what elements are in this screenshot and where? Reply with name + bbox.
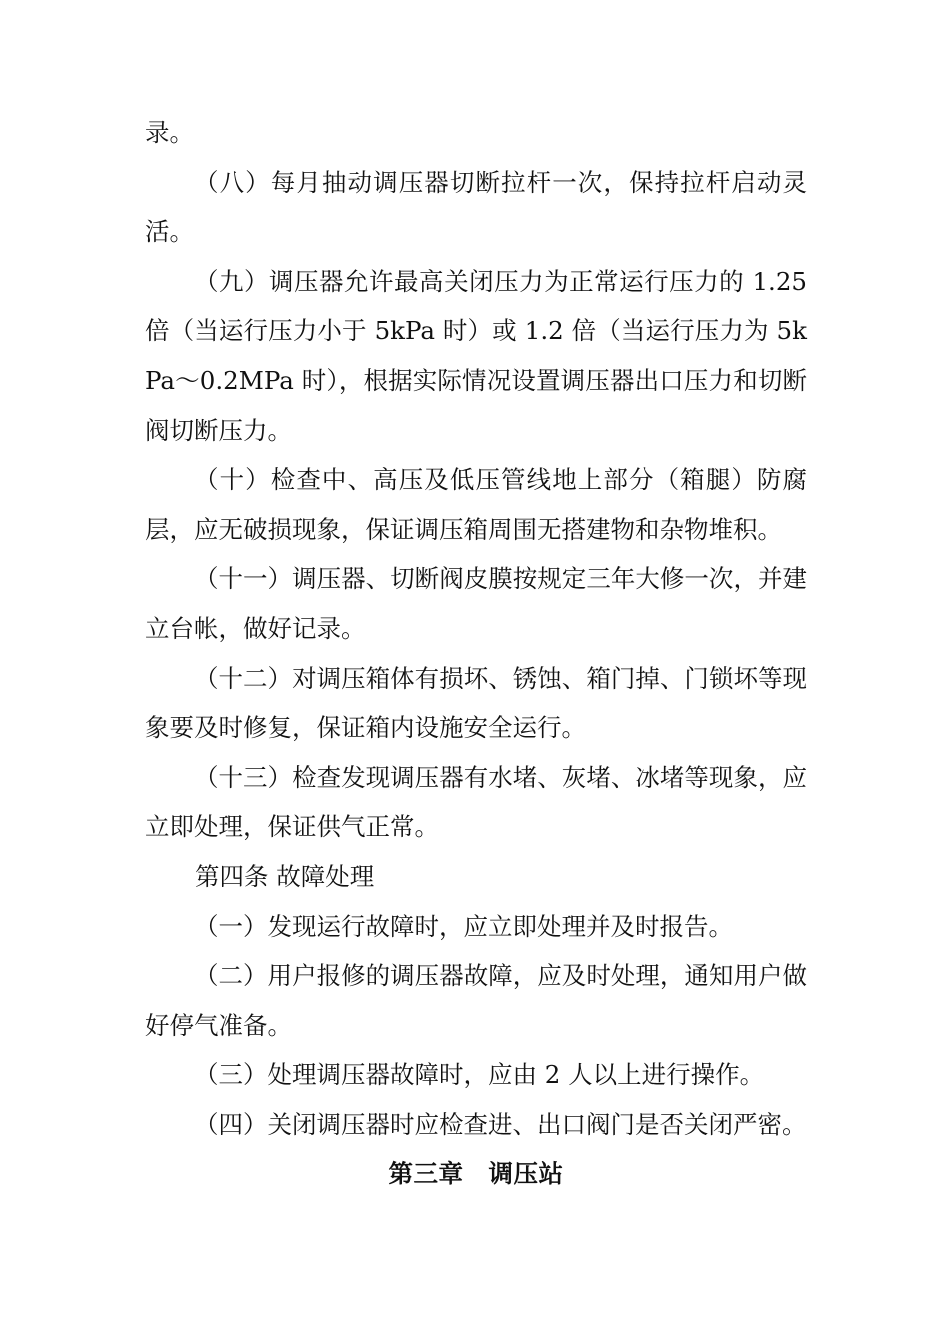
article-4-item-1: （一）发现运行故障时，应立即处理并及时报告。	[194, 911, 733, 941]
article-4-title: 第四条 故障处理	[195, 861, 375, 891]
paragraph-item-9: （九）调压器允许最高关闭压力为正常运行压力的 1.25 倍（当运行压力小于 5kPa 时）或 1.2 倍（当运行压力为 5kPa～0.2MPa 时），根据实际情况设置调压器出口压力和切断阀切断压力。	[145, 266, 807, 445]
paragraph-item-11: （十一）调压器、切断阀皮膜按规定三年大修一次，并建立台帐，做好记录。	[145, 564, 807, 643]
paragraph-item-13: （十三）检查发现调压器有水堵、灰堵、冰堵等现象，应立即处理，保证供气正常。	[145, 762, 807, 842]
paragraph-item-8: （八）每月抽动调压器切断拉杆一次，保持拉杆启动灵活。	[145, 167, 807, 247]
paragraph-continuation: 录。	[145, 118, 194, 147]
article-4-item-3: （三）处理调压器故障时，应由 2 人以上进行操作。	[194, 1060, 765, 1090]
paragraph-item-12: （十二）对调压箱体有损坏、锈蚀、箱门掉、门锁坏等现象要及时修复，保证箱内设施安全运行。	[145, 663, 807, 743]
article-4-item-4: （四）关闭调压器时应检查进、出口阀门是否关闭严密。	[194, 1109, 807, 1139]
document-body	[145, 108, 807, 1199]
article-4-item-2: （二）用户报修的调压器故障，应及时处理，通知用户做好停气准备。	[145, 961, 807, 1040]
paragraph-item-10: （十）检查中、高压及低压管线地上部分（箱腿）防腐层，应无破损现象，保证调压箱周围无搭建物和杂物堆积。	[145, 465, 807, 544]
chapter-heading: 第三章 调压站	[388, 1159, 564, 1189]
